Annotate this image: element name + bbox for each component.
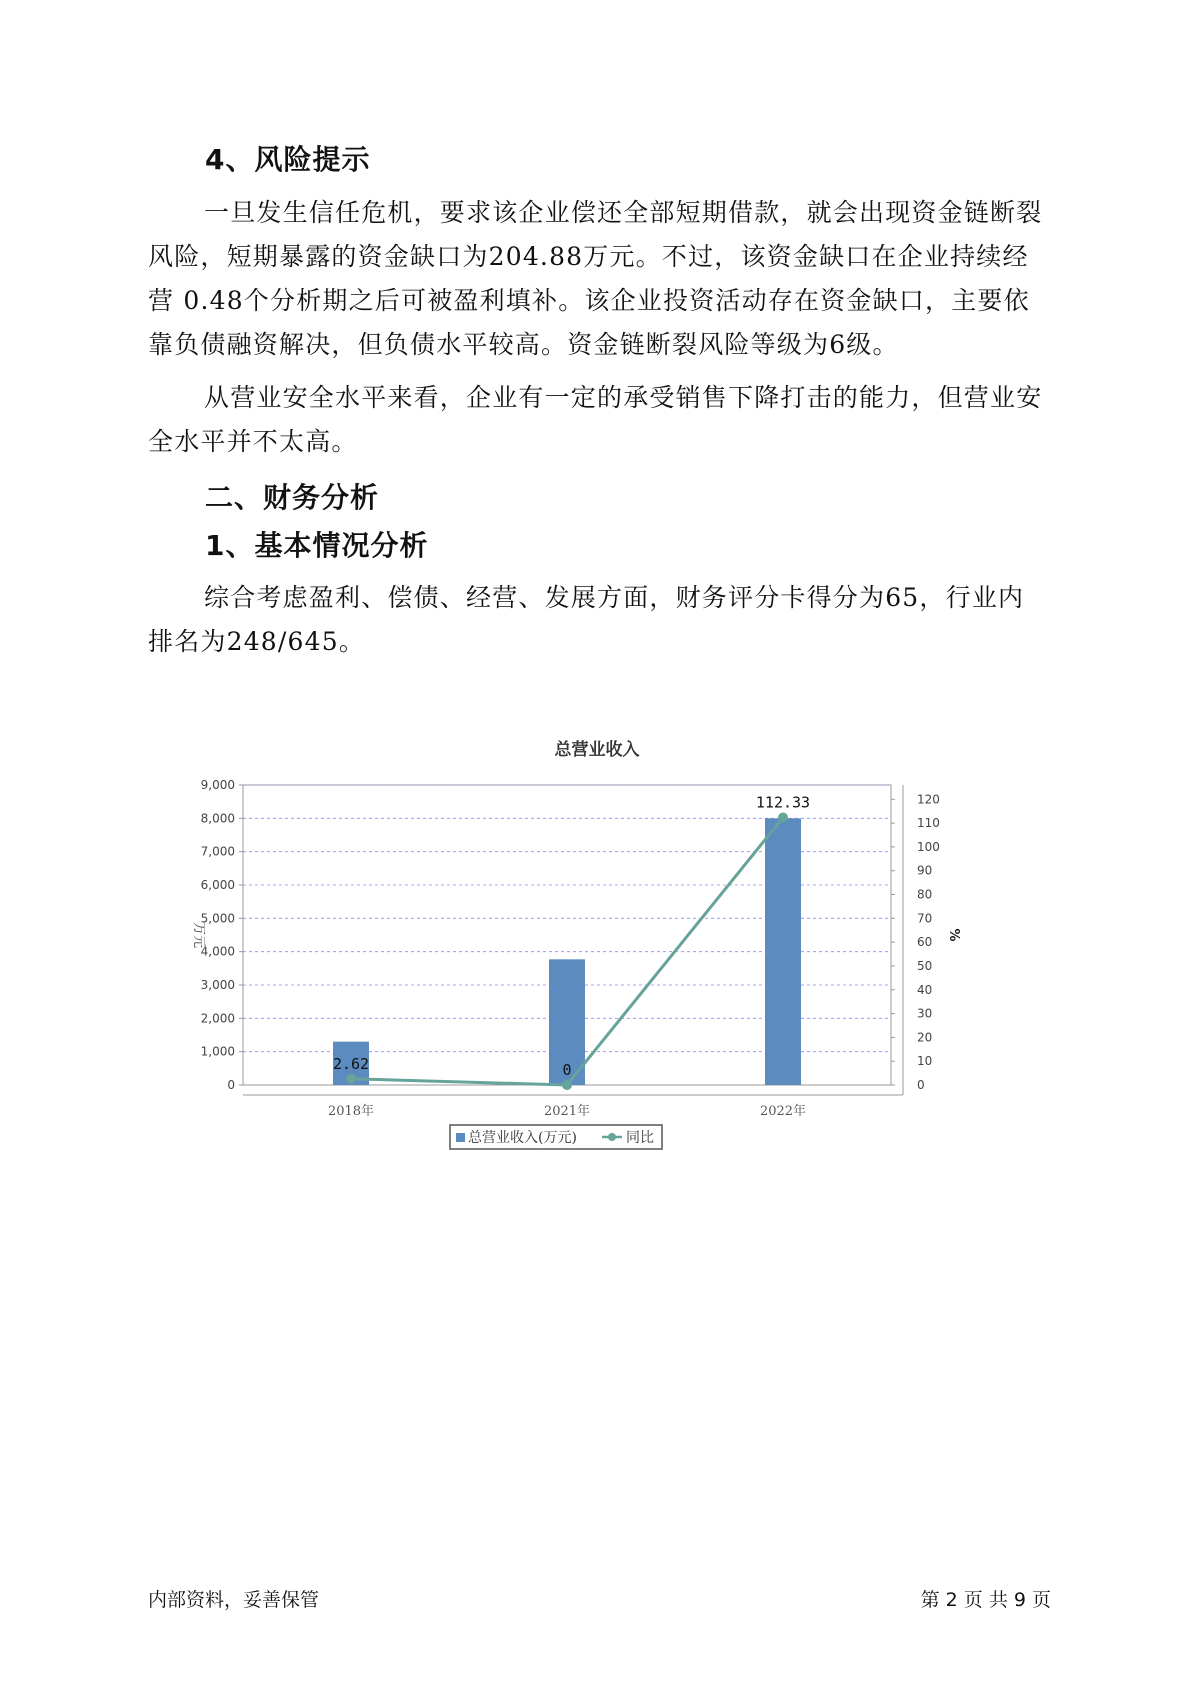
y2-tick-label: 110: [917, 816, 940, 831]
y2-tick-label: 30: [917, 1006, 933, 1021]
y-tick-label: 6,000: [200, 878, 235, 892]
subsection-heading-basic: 1、基本情况分析: [205, 529, 429, 562]
yoy-point: [778, 813, 788, 823]
risk-paragraph: 一旦发生信任危机，要求该企业偿还全部短期借款，就会出现资金链断裂风险，短期暴露的资金缺口为204.88万元。不过，该资金缺口在企业持续经营 0.48个分析期之后可被盈利填补。该企业投资活动存在资金缺口，主要依靠负债融资解决，但负债水平较高。资金链断裂风险等级为6级。: [148, 198, 1043, 359]
y2-tick-label: 120: [917, 792, 940, 807]
y-tick-label: 5,000: [200, 911, 235, 926]
y2-tick-label: 20: [917, 1030, 933, 1045]
yoy-point: [562, 1080, 572, 1090]
y2-axis-label: %: [946, 928, 961, 942]
y-axis-label: 万元: [191, 921, 206, 949]
y-tick-label: 8,000: [200, 811, 235, 826]
safety-paragraph: 从营业安全水平来看，企业有一定的承受销售下降打击的能力，但营业安全水平并不太高。: [148, 383, 1043, 456]
score-paragraph: 综合考虑盈利、偿债、经营、发展方面，财务评分卡得分为65，行业内排名为248/645。: [148, 583, 1025, 656]
bar-revenue: [765, 818, 801, 1085]
y-tick-label: 9,000: [200, 778, 235, 792]
y2-tick-label: 60: [917, 935, 933, 950]
y2-tick-label: 10: [917, 1054, 933, 1069]
section-heading-finance: 二、财务分析: [205, 481, 380, 514]
data-label: 2.62: [332, 1054, 370, 1073]
y-tick-label: 2,000: [200, 1011, 235, 1026]
footer-page-number: 第 2 页 共 9 页: [920, 1589, 1051, 1611]
yoy-point: [346, 1074, 356, 1084]
chart-title: 总营业收入: [554, 740, 640, 760]
y2-tick-label: 50: [917, 958, 933, 973]
y-tick-label: 0: [227, 1078, 235, 1092]
y2-tick-label: 0: [917, 1078, 925, 1092]
y2-tick-label: 40: [917, 982, 933, 997]
x-tick-label: 2018年: [327, 1104, 375, 1119]
y2-tick-label: 90: [917, 863, 933, 878]
footer-confidential: 内部资料，妥善保管: [148, 1589, 320, 1611]
revenue-chart: [170, 735, 970, 1195]
y2-tick-label: 70: [917, 911, 933, 926]
y2-tick-label: 100: [917, 839, 940, 854]
y-tick-label: 3,000: [200, 978, 235, 992]
section-heading-risk: 4、风险提示: [205, 143, 371, 176]
legend-bar-swatch: [456, 1133, 465, 1142]
legend-line-label: 同比: [626, 1130, 654, 1146]
y2-tick-label: 80: [917, 887, 933, 902]
x-tick-label: 2022年: [759, 1104, 807, 1119]
data-label: 0: [562, 1061, 572, 1079]
y-tick-label: 7,000: [200, 844, 235, 859]
x-tick-label: 2021年: [543, 1104, 591, 1119]
legend-bar-label: 总营业收入(万元): [468, 1130, 577, 1146]
chart-legend: [450, 1125, 662, 1149]
y-tick-label: 4,000: [200, 944, 235, 959]
revenue-chart-svg: [170, 735, 970, 1195]
y-tick-label: 1,000: [200, 1044, 235, 1059]
legend-line-marker: [608, 1133, 616, 1141]
data-label: 112.33: [755, 793, 811, 812]
